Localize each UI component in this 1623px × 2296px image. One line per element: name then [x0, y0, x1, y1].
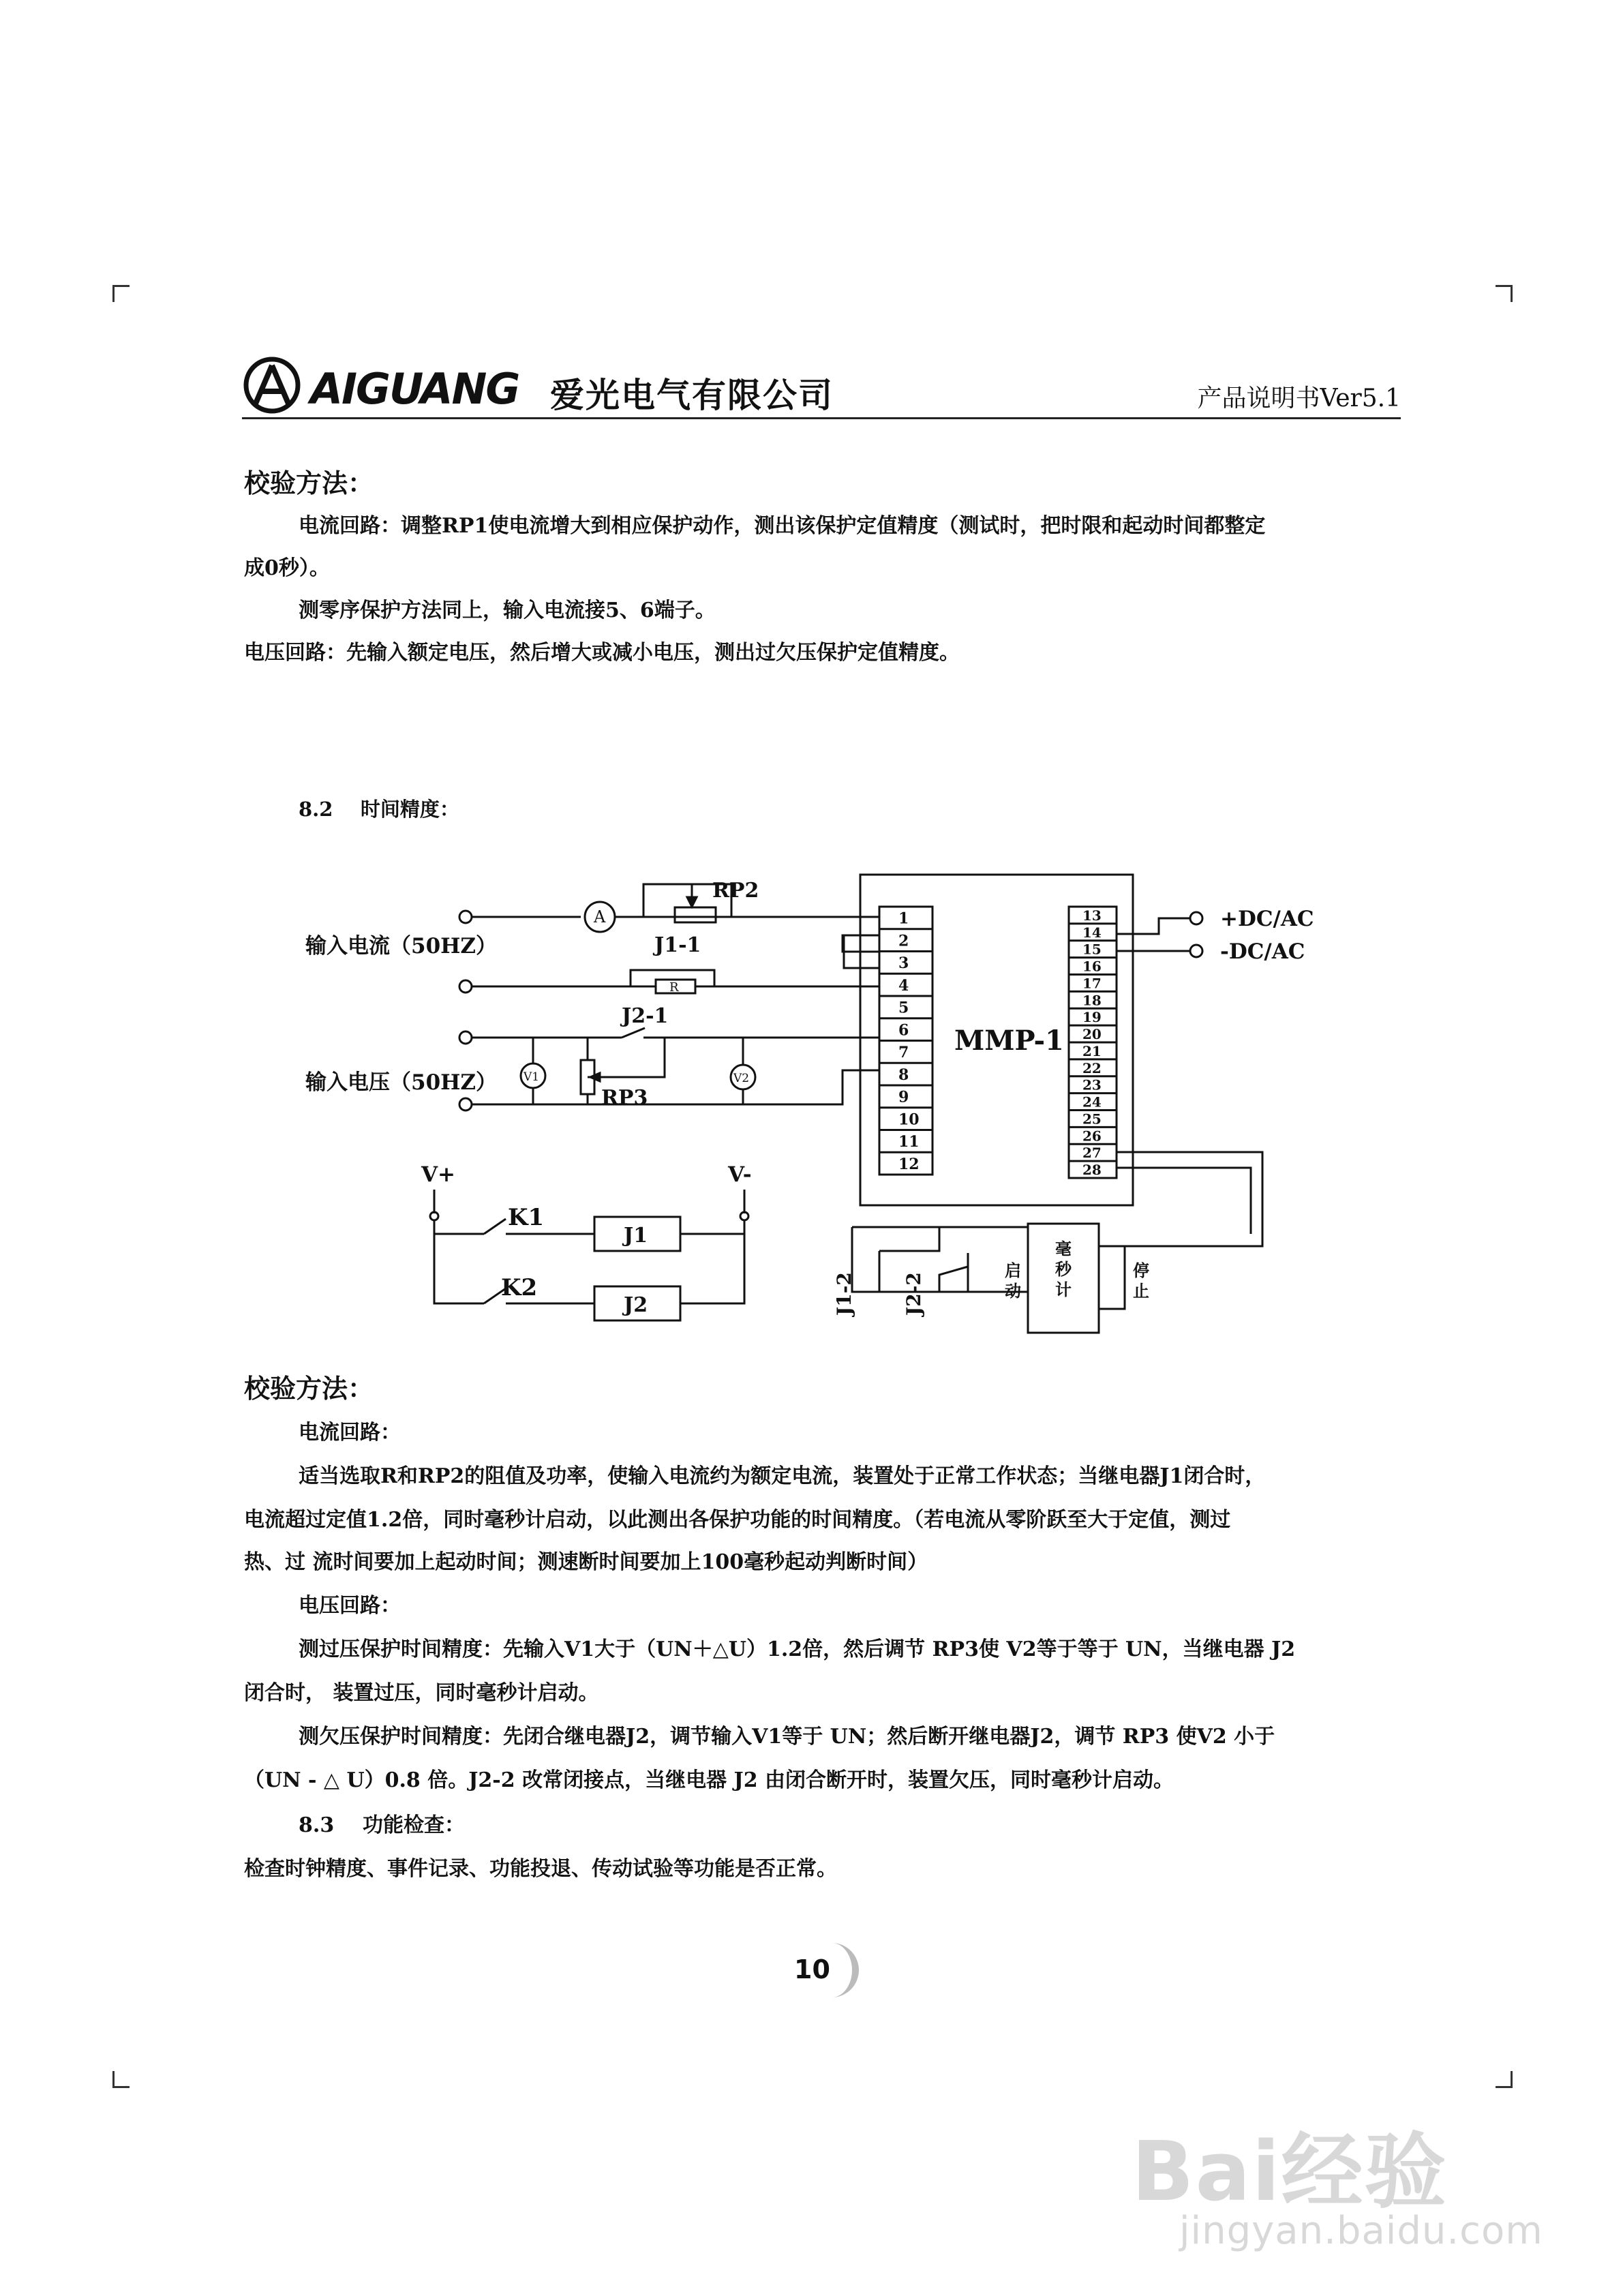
right-terminal-number: 28	[1082, 1162, 1102, 1179]
ms-counter-label-char: 毫	[1055, 1239, 1072, 1258]
ms-counter-label-char: 秒	[1055, 1259, 1072, 1279]
left-terminal-number: 10	[898, 1111, 920, 1129]
mmp-1-label: MMP-1	[954, 1025, 1064, 1057]
paragraph-undervoltage-line1: 测欠压保护时间精度：先闭合继电器J2，调节输入V1等于 UN；然后断开继电器J2，调节 RP3 使V2 小于	[299, 1725, 1275, 1749]
j2-1-label: J2-1	[622, 1004, 669, 1028]
left-terminal-number: 11	[898, 1133, 920, 1151]
input-current-label: 输入电流（50HZ）	[305, 934, 498, 958]
paragraph-current-loop-line2: 成0秒）。	[244, 556, 330, 580]
right-terminal-number: 19	[1082, 1009, 1102, 1026]
left-terminal-number: 6	[898, 1021, 909, 1040]
right-terminal-number: 18	[1082, 992, 1102, 1009]
logo-brand-text: AIGUANG	[310, 364, 519, 414]
paragraph-time-current-line3: 热、过 流时间要加上起动时间；测速断时间要加上100毫秒起动判断时间）	[244, 1550, 928, 1574]
j1-label: J1	[624, 1224, 648, 1248]
right-terminal-number: 21	[1082, 1042, 1102, 1059]
left-terminal-number: 9	[898, 1088, 909, 1106]
right-terminal-number: 13	[1082, 907, 1102, 924]
right-terminal-number: 20	[1082, 1026, 1102, 1043]
stop-label-char: 止	[1133, 1281, 1149, 1301]
input-voltage-label: 输入电压（50HZ）	[305, 1070, 498, 1095]
section-title-verification-2: 校验方法：	[244, 1374, 374, 1404]
terminal-voltage-in-2	[459, 1098, 472, 1111]
rp2-resistor	[675, 907, 716, 922]
j2-2-label: J2-2	[902, 1272, 925, 1316]
stop-label-char: 停	[1133, 1260, 1149, 1280]
terminal-current-in-2	[459, 980, 472, 993]
paragraph-undervoltage-line2: （UN - △ U）0.8 倍。J2-2 改常闭接点，当继电器 J2 由闭合断开时，装置欠压，同时毫秒计启动。	[244, 1768, 1174, 1792]
r-label: R	[669, 980, 679, 995]
dc-minus-label: -DC/AC	[1220, 939, 1305, 964]
left-terminal-number: 2	[898, 932, 909, 950]
paragraph-zero-sequence: 测零序保护方法同上，输入电流接5、6端子。	[299, 599, 716, 622]
page-number: 10	[794, 1954, 830, 1984]
terminal-voltage-in-1	[459, 1031, 472, 1044]
left-terminal-number: 5	[898, 999, 909, 1017]
right-terminal-number: 25	[1082, 1111, 1102, 1128]
page-number-decoration-icon	[818, 1939, 873, 2001]
j1-1-label: J1-1	[654, 933, 701, 957]
left-terminal-number: 1	[898, 909, 909, 928]
subheading-voltage-loop: 电压回路：	[299, 1594, 401, 1618]
left-terminal-number: 8	[898, 1066, 909, 1084]
right-terminal-number: 17	[1082, 975, 1102, 992]
right-terminal-number: 26	[1082, 1128, 1102, 1145]
paragraph-time-current-line1: 适当选取R和RP2的阻值及功率，使输入电流约为额定电流，装置处于正常工作状态；当继电器J1闭合时，	[299, 1464, 1266, 1488]
j2-1-contact	[622, 1028, 645, 1038]
rp2-label: RP2	[712, 879, 759, 903]
ms-counter-label-char: 计	[1055, 1280, 1072, 1299]
v-minus-label: V-	[728, 1162, 752, 1187]
right-terminal-number: 23	[1082, 1076, 1102, 1093]
dc-plus-label: +DC/AC	[1220, 907, 1314, 931]
company-name: 爱光电气有限公司	[550, 376, 834, 415]
left-terminal-number: 4	[898, 976, 909, 995]
right-terminal-number: 24	[1082, 1093, 1102, 1111]
v1-label: V1	[524, 1070, 540, 1084]
right-terminal-number: 15	[1082, 941, 1102, 958]
paragraph-overvoltage-line1: 测过压保护时间精度：先输入V1大于（UN＋△U）1.2倍，然后调节 RP3使 V2等于等于 UN，当继电器 J2	[299, 1637, 1296, 1661]
left-terminal-number: 12	[898, 1155, 920, 1173]
subheading-current-loop: 电流回路：	[299, 1421, 401, 1445]
v2-label: V2	[733, 1072, 750, 1085]
terminal-dc-minus	[1190, 945, 1202, 957]
paragraph-voltage-loop: 电压回路：先输入额定电压，然后增大或减小电压，测出过欠压保护定值精度。	[244, 641, 960, 665]
right-terminal-number: 27	[1082, 1145, 1102, 1162]
k1-label: K1	[508, 1204, 545, 1231]
paragraph-overvoltage-line2: 闭合时， 装置过压，同时毫秒计启动。	[244, 1681, 599, 1705]
watermark-brand: Bai经验	[1132, 2125, 1448, 2220]
start-label-char: 动	[1005, 1281, 1021, 1301]
paragraph-function-check: 检查时钟精度、事件记录、功能投退、传动试验等功能是否正常。	[244, 1857, 837, 1881]
ammeter-label: A	[594, 907, 606, 926]
terminal-dc-plus	[1190, 912, 1202, 924]
j2-label: J2	[624, 1293, 648, 1317]
right-terminal-number: 22	[1082, 1059, 1102, 1076]
k1-contact	[484, 1219, 506, 1234]
terminal-current-in-1	[459, 911, 472, 923]
v-plus-label: V+	[421, 1162, 456, 1187]
section-title-verification-1: 校验方法：	[244, 468, 374, 498]
rp3-label: RP3	[601, 1086, 648, 1110]
document-version: 产品说明书Ver5.1	[1197, 384, 1401, 412]
watermark-url: jingyan.baidu.com	[1179, 2209, 1543, 2253]
baidu-watermark	[1132, 2106, 1543, 2253]
right-terminal-number: 14	[1082, 924, 1102, 941]
start-label-char: 启	[1005, 1260, 1021, 1280]
j1-2-label: J1-2	[833, 1272, 855, 1316]
left-terminal-number: 3	[898, 954, 909, 973]
right-terminal-number: 16	[1082, 958, 1102, 975]
paragraph-current-loop-line1: 电流回路：调整RP1使电流增大到相应保护动作，测出该保护定值精度（测试时，把时限和起动时间都整定	[299, 514, 1266, 538]
paragraph-time-current-line2: 电流超过定值1.2倍，同时毫秒计启动，以此测出各保护功能的时间精度。（若电流从零阶跃至大于定值，测过	[244, 1508, 1231, 1532]
k2-label: K2	[501, 1274, 538, 1301]
left-terminal-number: 7	[898, 1044, 909, 1062]
section-heading-8-2: 8.2 时间精度：	[299, 798, 459, 821]
section-heading-8-3: 8.3 功能检查：	[299, 1813, 465, 1837]
